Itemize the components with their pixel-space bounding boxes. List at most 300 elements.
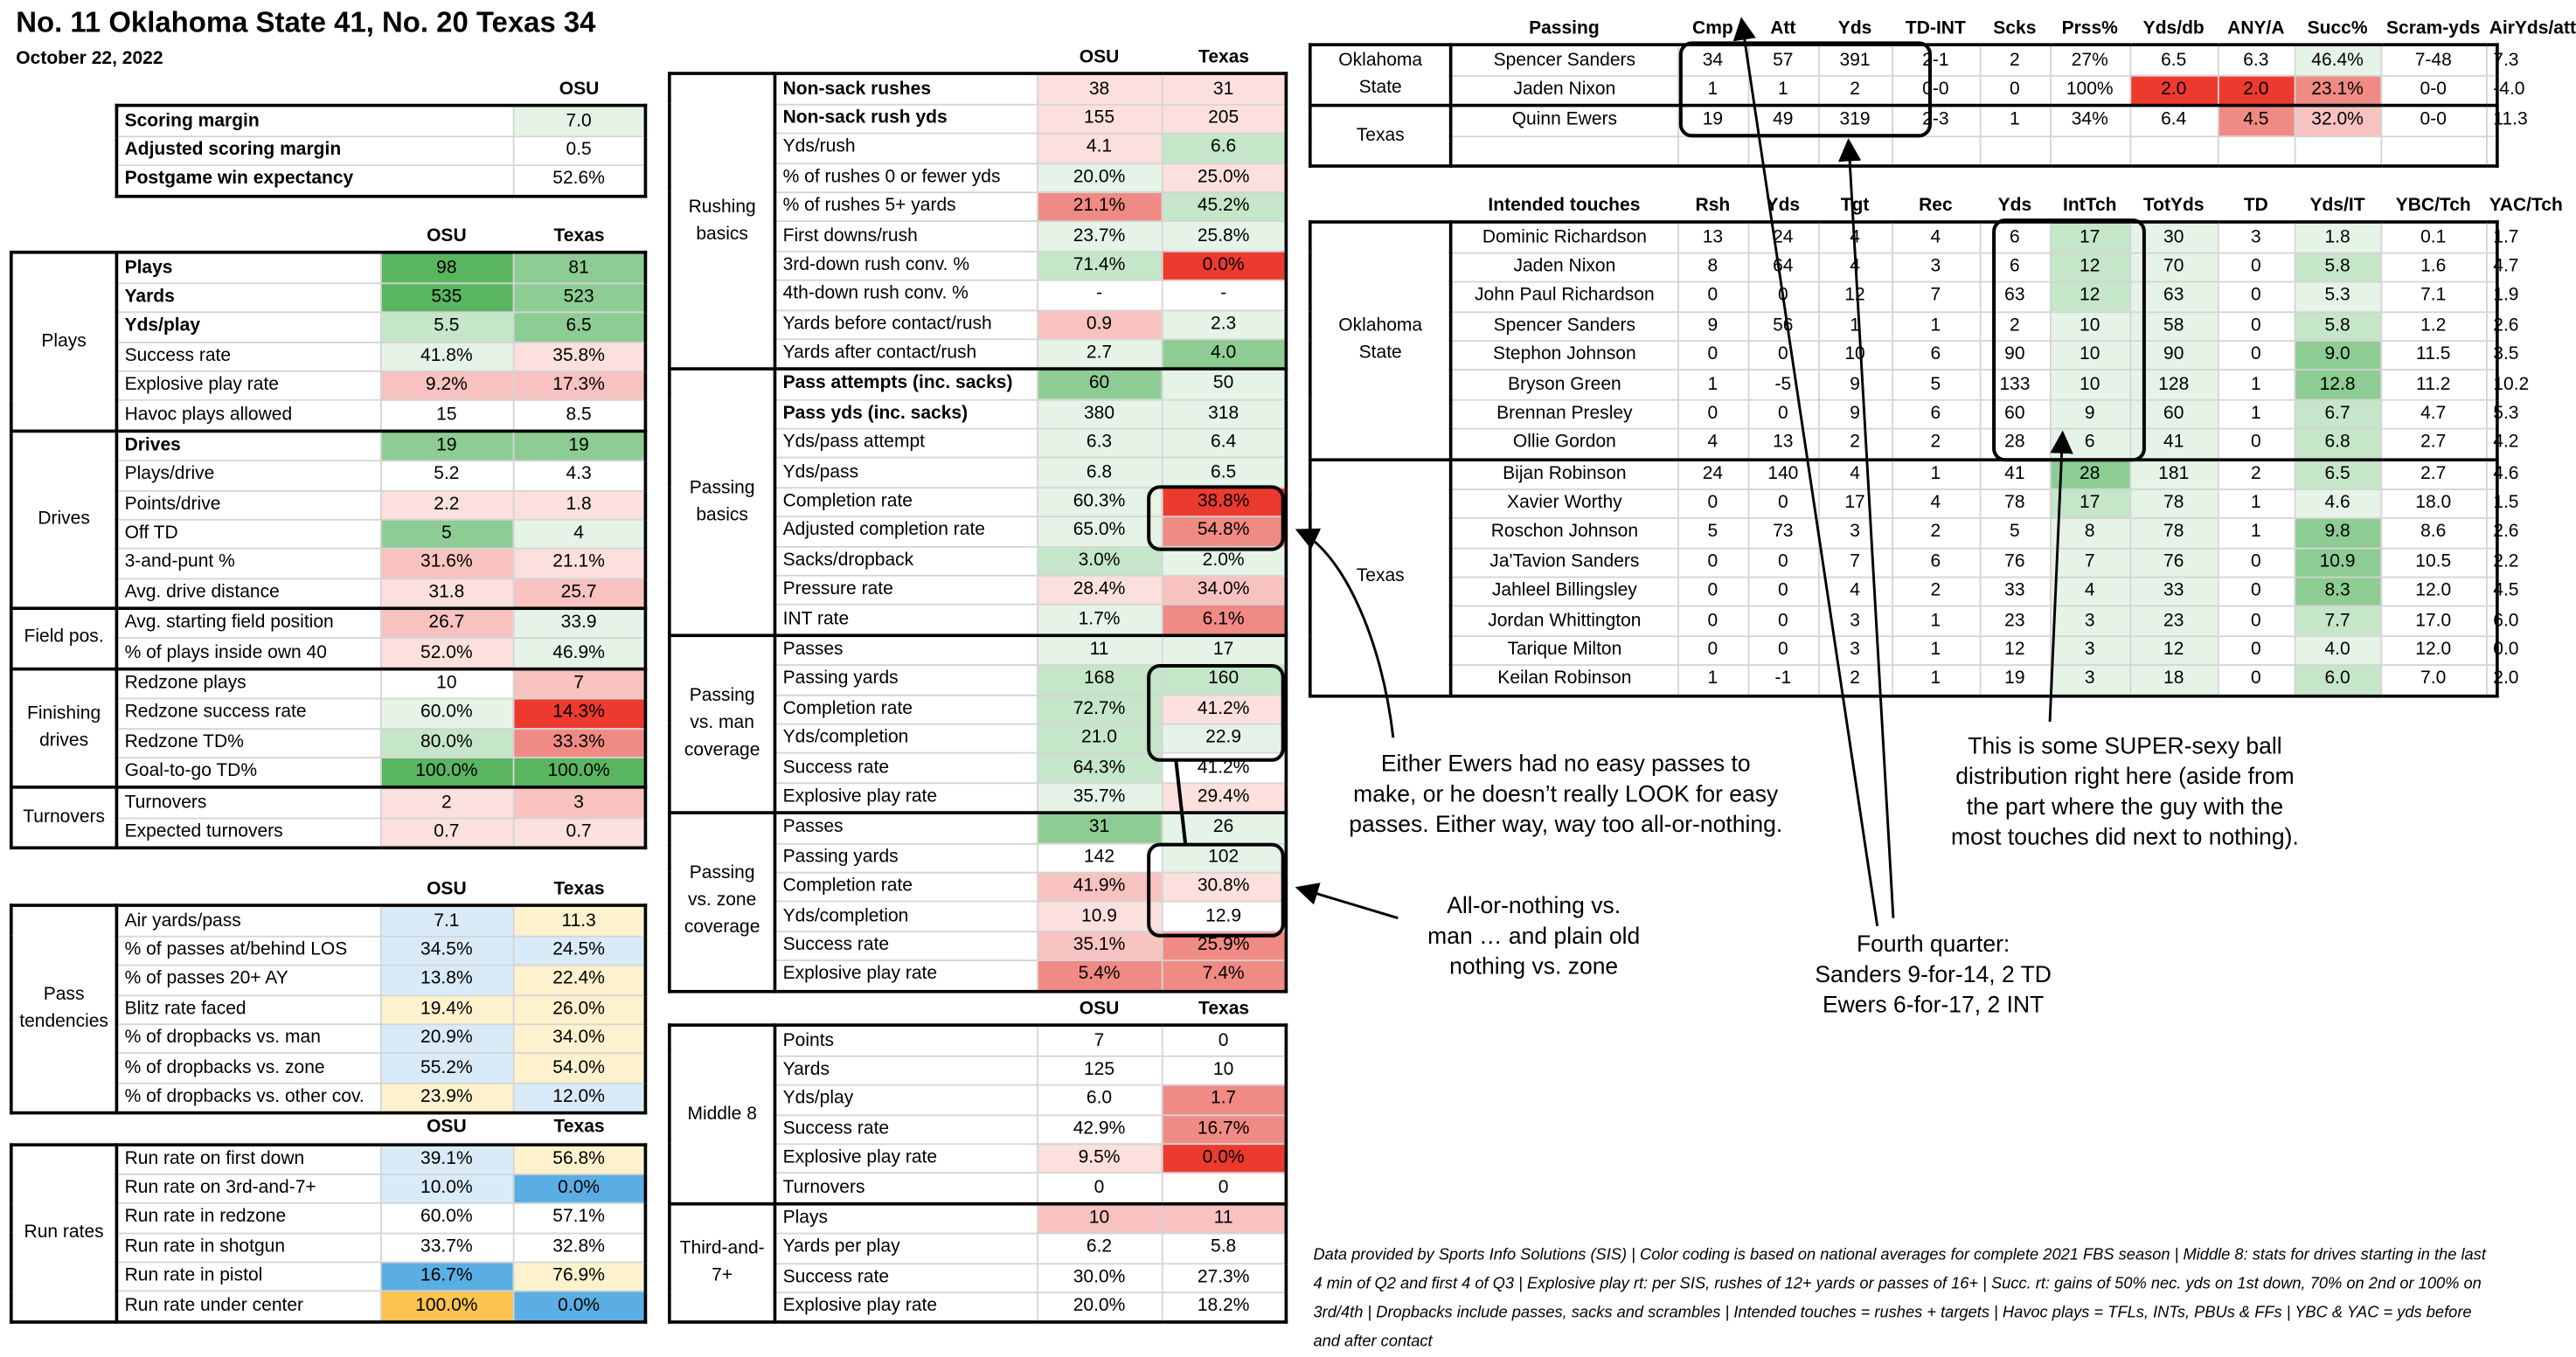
column-header: Rsh bbox=[1695, 197, 1731, 217]
highlight-box bbox=[1149, 487, 1283, 549]
stat-value: 11.3 bbox=[2486, 106, 2497, 136]
value-osu: 10 bbox=[1037, 1203, 1162, 1234]
row-label: Pass attempts (inc. sacks) bbox=[774, 370, 1037, 400]
value-texas: 29.4% bbox=[1162, 783, 1287, 814]
value-osu: 35.7% bbox=[1037, 783, 1162, 814]
value-texas: - bbox=[1162, 280, 1287, 310]
value-texas: 5.8 bbox=[1162, 1234, 1287, 1264]
stat-value: 60 bbox=[2129, 399, 2218, 429]
value-texas: 22.9 bbox=[1162, 724, 1287, 754]
player-name: Spencer Sanders bbox=[1451, 311, 1678, 341]
stat-value: 6 bbox=[1980, 253, 2050, 282]
section-label: Passing vs. zone coverage bbox=[670, 813, 775, 990]
stat-value: 319 bbox=[1818, 106, 1892, 136]
stat-value: 90 bbox=[2129, 341, 2218, 370]
row-label: Success rate bbox=[774, 1115, 1037, 1145]
stat-value: 33 bbox=[1980, 578, 2050, 607]
value-texas: 46.9% bbox=[513, 639, 646, 669]
value-osu: 6.0 bbox=[1037, 1085, 1162, 1115]
value-osu: 20.0% bbox=[1037, 163, 1162, 192]
stat-value: 391 bbox=[1818, 45, 1892, 76]
value-texas: 31 bbox=[1162, 74, 1287, 105]
column-header: TD bbox=[2243, 197, 2268, 217]
value-osu: 10 bbox=[380, 668, 513, 699]
value-osu: 21.0 bbox=[1037, 724, 1162, 754]
stat-value: 34% bbox=[2050, 106, 2129, 136]
row-label: Completion rate bbox=[774, 695, 1037, 724]
value-osu: 60.0% bbox=[380, 1203, 513, 1233]
arrow bbox=[1741, 19, 1877, 926]
column-header-osu: OSU bbox=[427, 880, 467, 900]
stat-value: 1.5 bbox=[2486, 489, 2497, 519]
value-osu: 0.9 bbox=[1037, 310, 1162, 340]
annotation-line: Sanders 9-for-14, 2 TD bbox=[1815, 962, 2052, 989]
value-texas: 6.5 bbox=[513, 313, 646, 343]
column-header: TotYds bbox=[2142, 197, 2205, 217]
stat-value: 1.7 bbox=[2486, 223, 2497, 253]
section-label: Plays bbox=[11, 253, 117, 430]
value-texas: 1.8 bbox=[513, 490, 646, 520]
stat-value: 78 bbox=[2129, 489, 2218, 519]
annotation-line: This is some SUPER-sexy ball bbox=[1968, 734, 2282, 760]
stat-value: 17.0 bbox=[2380, 606, 2486, 636]
value-texas: 45.2% bbox=[1162, 192, 1287, 222]
value-osu: 10.0% bbox=[380, 1174, 513, 1204]
value-texas: 0.0% bbox=[513, 1174, 646, 1204]
player-name: Bryson Green bbox=[1451, 370, 1678, 400]
stat-value: 2.7 bbox=[2380, 459, 2486, 489]
stat-value: 0 bbox=[1748, 636, 1818, 666]
stat-value: 41 bbox=[1980, 459, 2050, 489]
value-texas: 26 bbox=[1162, 813, 1287, 843]
value-osu: 31.6% bbox=[380, 549, 513, 578]
row-label: Expected turnovers bbox=[116, 818, 380, 848]
stat-value: 0 bbox=[1677, 282, 1747, 312]
stat-value: 1.2 bbox=[2380, 311, 2486, 341]
row-label: % of dropbacks vs. man bbox=[116, 1024, 380, 1054]
stat-value: 1 bbox=[1748, 75, 1818, 106]
value-texas: 1.7 bbox=[1162, 1085, 1287, 1115]
stat-value: 0 bbox=[2218, 429, 2295, 460]
stat-value: 78 bbox=[2129, 519, 2218, 549]
value-texas: 2.0% bbox=[1162, 546, 1287, 576]
stat-value: 1 bbox=[1892, 606, 1980, 636]
row-label: Yds/pass attempt bbox=[774, 429, 1037, 459]
row-label: First downs/rush bbox=[774, 222, 1037, 252]
player-name: John Paul Richardson bbox=[1451, 282, 1678, 312]
row-label: Avg. drive distance bbox=[116, 578, 380, 609]
section-label: Finishing drives bbox=[11, 668, 117, 787]
value-osu: 0.7 bbox=[380, 818, 513, 848]
value-texas: 41.2% bbox=[1162, 695, 1287, 724]
column-header: TD-INT bbox=[1905, 19, 1966, 39]
row-label: Run rate on first down bbox=[116, 1144, 380, 1174]
stat-value: -4.0 bbox=[2486, 75, 2497, 106]
row-value: 52.6% bbox=[513, 165, 646, 196]
stat-value: 0-0 bbox=[2380, 75, 2486, 106]
row-label: Explosive play rate bbox=[774, 1144, 1037, 1174]
value-osu: 100.0% bbox=[380, 1291, 513, 1322]
value-osu: 4.1 bbox=[1037, 134, 1162, 163]
arrow bbox=[2050, 433, 2063, 722]
annotation-line: Either Ewers had no easy passes to bbox=[1380, 751, 1751, 778]
stat-value: 2.0 bbox=[2486, 666, 2497, 696]
value-osu: 55.2% bbox=[380, 1054, 513, 1084]
stat-value: 4.7 bbox=[2486, 253, 2497, 282]
stat-value: -5 bbox=[1748, 370, 1818, 400]
row-label: Blitz rate faced bbox=[116, 995, 380, 1025]
stat-value: 1 bbox=[1892, 636, 1980, 666]
row-label: Yards bbox=[774, 1056, 1037, 1085]
row-label: Yards before contact/rush bbox=[774, 310, 1037, 340]
stat-value: 4.2 bbox=[2486, 429, 2497, 460]
column-header: Att bbox=[1770, 19, 1796, 39]
stat-value: 3 bbox=[1818, 519, 1892, 549]
column-header: Rec bbox=[1919, 197, 1953, 217]
value-osu: 31 bbox=[1037, 813, 1162, 843]
stat-value: 128 bbox=[2129, 370, 2218, 400]
value-texas: 4 bbox=[513, 520, 646, 550]
player-name: Spencer Sanders bbox=[1451, 45, 1678, 76]
value-osu: 98 bbox=[380, 253, 513, 283]
game-date: October 22, 2022 bbox=[16, 49, 163, 69]
stat-value: 133 bbox=[1980, 370, 2050, 400]
section-label: Rushing basics bbox=[670, 74, 775, 370]
arrow bbox=[1297, 530, 1393, 738]
value-texas: 6.6 bbox=[1162, 134, 1287, 163]
stat-value: 1.8 bbox=[2295, 223, 2381, 253]
stat-value: 0 bbox=[2218, 606, 2295, 636]
stat-value: 0 bbox=[1677, 636, 1747, 666]
value-texas: 54.0% bbox=[513, 1054, 646, 1084]
stat-value: 10 bbox=[2050, 370, 2129, 400]
stat-value: 12.0 bbox=[2380, 578, 2486, 607]
stat-value: 11.2 bbox=[2380, 370, 2486, 400]
annotation-line: distribution right here (aside from bbox=[1955, 765, 2295, 791]
stat-value: 0 bbox=[1748, 548, 1818, 578]
stat-value: 64 bbox=[1748, 253, 1818, 282]
column-header: Passing bbox=[1529, 19, 1600, 39]
stat-value: 1.9 bbox=[2486, 282, 2497, 312]
stat-value: 3 bbox=[2218, 223, 2295, 253]
column-header: Prss% bbox=[2061, 19, 2118, 39]
value-osu: 5.2 bbox=[380, 460, 513, 490]
stat-value: 23 bbox=[1980, 606, 2050, 636]
value-texas: 8.5 bbox=[513, 400, 646, 431]
value-osu: 7.1 bbox=[380, 906, 513, 937]
annotation-line: man … and plain old bbox=[1427, 924, 1641, 951]
stat-value: 56 bbox=[1748, 311, 1818, 341]
value-osu: 60 bbox=[1037, 370, 1162, 400]
stat-value: 28 bbox=[1980, 429, 2050, 460]
row-label: Run rate on 3rd-and-7+ bbox=[116, 1174, 380, 1204]
stat-value: 12.0 bbox=[2380, 636, 2486, 666]
stat-value: 0 bbox=[1748, 282, 1818, 312]
value-osu: 0 bbox=[1037, 1174, 1162, 1204]
row-label: INT rate bbox=[774, 605, 1037, 635]
value-osu: 52.0% bbox=[380, 639, 513, 669]
row-label: Passes bbox=[774, 635, 1037, 666]
stat-value: 2.0 bbox=[2129, 75, 2218, 106]
row-label: Plays/drive bbox=[116, 460, 380, 490]
value-texas: 318 bbox=[1162, 399, 1287, 429]
stat-value: 78 bbox=[1980, 489, 2050, 519]
stat-value: 1 bbox=[1818, 311, 1892, 341]
stat-value: 10 bbox=[1818, 341, 1892, 370]
annotation-line: the part where the guy with the bbox=[1966, 794, 2284, 821]
stat-value: 2 bbox=[1980, 45, 2050, 76]
value-osu: 19 bbox=[380, 431, 513, 461]
value-texas: 2.3 bbox=[1162, 310, 1287, 340]
stat-value: 3 bbox=[1818, 606, 1892, 636]
stat-value: 13 bbox=[1748, 429, 1818, 460]
section-label: Middle 8 bbox=[670, 1026, 775, 1203]
row-label: Yds/play bbox=[774, 1085, 1037, 1115]
value-osu: 2 bbox=[380, 788, 513, 819]
section-label: Drives bbox=[11, 431, 117, 608]
value-texas: 100.0% bbox=[513, 758, 646, 788]
value-osu: 9.2% bbox=[380, 371, 513, 401]
row-label: Air yards/pass bbox=[116, 906, 380, 937]
stat-value: 0 bbox=[1748, 606, 1818, 636]
stat-value: 6 bbox=[1980, 223, 2050, 253]
column-header-osu: OSU bbox=[1079, 48, 1120, 68]
stat-value: 2.6 bbox=[2486, 519, 2497, 549]
footnote: Data provided by Sports Info Solutions (SIS) | Color coding is based on national averages for complete 2021 FBS season | Middle 8: stats for drives starting in the last 4 min of Q2 and first 4 of Q3 | Explosive play rt: per SIS, rushes of 12+ yards or passes of 16+ | Succ. rt: gains of 50% nec. yds on 1st down, 70% on 2nd or 100% on 3rd/4th | Dropbacks include passes, sacks and scrambles | Intended touches = rushes + targets | Havoc plays = TFLs, INTs, PBUs & FFs | YBC & YAC = yds before and after contact bbox=[1313, 1247, 2486, 1351]
stat-value: 6 bbox=[1892, 399, 1980, 429]
value-osu: 41.9% bbox=[1037, 873, 1162, 903]
stat-value: 5.8 bbox=[2295, 311, 2381, 341]
stat-value: 12 bbox=[2129, 636, 2218, 666]
highlight-box bbox=[1681, 43, 1930, 135]
value-texas: 0 bbox=[1162, 1026, 1287, 1056]
stat-value: 2.7 bbox=[2380, 429, 2486, 460]
stat-value: 0 bbox=[2218, 282, 2295, 312]
stat-value: 13 bbox=[1677, 223, 1747, 253]
stat-value: 0-0 bbox=[2380, 106, 2486, 136]
value-texas: 6.1% bbox=[1162, 605, 1287, 635]
value-osu: 28.4% bbox=[1037, 576, 1162, 606]
annotation-line: most touches did next to nothing). bbox=[1951, 825, 2299, 851]
value-osu: 9.5% bbox=[1037, 1144, 1162, 1174]
value-osu: 65.0% bbox=[1037, 517, 1162, 547]
column-header: Scram-yds bbox=[2385, 19, 2481, 39]
section-label: Pass tendencies bbox=[11, 906, 117, 1113]
value-osu: 23.7% bbox=[1037, 222, 1162, 252]
section-label: Turnovers bbox=[11, 788, 117, 848]
stat-value: 0 bbox=[2218, 578, 2295, 607]
value-texas: 12.0% bbox=[513, 1083, 646, 1113]
column-header: Tgt bbox=[1840, 197, 1870, 217]
stat-value: 4 bbox=[1818, 223, 1892, 253]
value-osu: 2.2 bbox=[380, 490, 513, 520]
row-label: Avg. starting field position bbox=[116, 608, 380, 639]
row-label: Drives bbox=[116, 431, 380, 461]
stat-value: 63 bbox=[2129, 282, 2218, 312]
stat-value: 1 bbox=[2218, 370, 2295, 400]
stat-value: 4.6 bbox=[2295, 489, 2381, 519]
stat-value: 7.3 bbox=[2486, 45, 2497, 76]
column-header-texas: Texas bbox=[513, 1113, 646, 1144]
value-osu: 535 bbox=[380, 283, 513, 313]
row-label: % of dropbacks vs. zone bbox=[116, 1054, 380, 1084]
stat-value: 5.3 bbox=[2295, 282, 2381, 312]
value-osu: 42.9% bbox=[1037, 1115, 1162, 1145]
column-header: OSU bbox=[559, 80, 600, 100]
value-osu: 2.7 bbox=[1037, 339, 1162, 370]
annotation-line: Ewers 6-for-17, 2 INT bbox=[1822, 993, 2045, 1019]
stat-value: 0 bbox=[2218, 311, 2295, 341]
value-texas: 4.0 bbox=[1162, 339, 1287, 370]
stat-value: -1 bbox=[1748, 666, 1818, 696]
row-label: % of rushes 5+ yards bbox=[774, 192, 1037, 222]
row-label: % of plays inside own 40 bbox=[116, 639, 380, 669]
stat-value: 2 bbox=[1892, 429, 1980, 460]
stat-value: 4 bbox=[1818, 578, 1892, 607]
column-header: Yds bbox=[1766, 197, 1801, 217]
value-texas: 16.7% bbox=[1162, 1115, 1287, 1145]
value-texas: 7 bbox=[513, 668, 646, 699]
annotation-line: make, or he doesn’t really LOOK for easy bbox=[1353, 782, 1779, 808]
row-label: % of rushes 0 or fewer yds bbox=[774, 163, 1037, 192]
value-osu: 10.9 bbox=[1037, 902, 1162, 931]
section-label: Third-and-7+ bbox=[670, 1203, 775, 1322]
row-label: Plays bbox=[116, 253, 380, 283]
stat-value: 0 bbox=[1748, 341, 1818, 370]
row-label: Explosive play rate bbox=[774, 1292, 1037, 1323]
stat-value: 6.0 bbox=[2486, 606, 2497, 636]
stat-value: 8.6 bbox=[2380, 519, 2486, 549]
stat-value: 4.7 bbox=[2380, 399, 2486, 429]
stat-value: 57 bbox=[1748, 45, 1818, 76]
stat-value: 2 bbox=[1980, 311, 2050, 341]
stat-value: 12.8 bbox=[2295, 370, 2381, 400]
value-osu: 6.2 bbox=[1037, 1234, 1162, 1264]
stat-value: 2 bbox=[2218, 459, 2295, 489]
connector-line bbox=[1176, 760, 1185, 845]
row-label: Yds/play bbox=[116, 313, 380, 343]
value-osu: 26.7 bbox=[380, 608, 513, 639]
value-texas: 18.2% bbox=[1162, 1292, 1287, 1323]
arrow bbox=[1297, 888, 1398, 918]
row-label: Success rate bbox=[116, 342, 380, 371]
player-name: Jordan Whittington bbox=[1451, 606, 1678, 636]
stat-value: 6 bbox=[2050, 429, 2129, 460]
stat-value: 7.0 bbox=[2380, 666, 2486, 696]
value-texas: 76.9% bbox=[513, 1263, 646, 1292]
row-label: 4th-down rush conv. % bbox=[774, 280, 1037, 310]
column-header-texas: Texas bbox=[1198, 48, 1250, 68]
row-label: Explosive play rate bbox=[774, 783, 1037, 814]
stat-value: 4 bbox=[1892, 489, 1980, 519]
row-label: Run rate under center bbox=[116, 1291, 380, 1322]
column-header-osu: OSU bbox=[1079, 1000, 1120, 1020]
row-label: Success rate bbox=[774, 753, 1037, 783]
row-label: Scoring margin bbox=[116, 106, 512, 136]
stat-value: 3 bbox=[2050, 666, 2129, 696]
value-osu: 1.7% bbox=[1037, 605, 1162, 635]
stat-value: 41 bbox=[2129, 429, 2218, 460]
value-osu: 5.4% bbox=[1037, 960, 1162, 991]
value-texas: 4.3 bbox=[513, 460, 646, 490]
stat-value: 4 bbox=[1818, 253, 1892, 282]
row-label: Pressure rate bbox=[774, 576, 1037, 606]
stat-value: 9 bbox=[2050, 399, 2129, 429]
stat-value: 0 bbox=[1677, 341, 1747, 370]
stat-value: 23 bbox=[2129, 606, 2218, 636]
row-label: % of passes at/behind LOS bbox=[116, 936, 380, 966]
stat-value: 4 bbox=[1677, 429, 1747, 460]
stat-value: 3 bbox=[2050, 606, 2129, 636]
stat-value: 2 bbox=[1818, 75, 1892, 106]
stat-value: 3 bbox=[1892, 253, 1980, 282]
row-label: 3rd-down rush conv. % bbox=[774, 251, 1037, 280]
value-texas: 11 bbox=[1162, 1203, 1287, 1234]
row-label: Pass yds (inc. sacks) bbox=[774, 399, 1037, 429]
value-osu: 7 bbox=[1037, 1026, 1162, 1056]
value-osu: 19.4% bbox=[380, 995, 513, 1025]
row-label: Points/drive bbox=[116, 490, 380, 520]
row-label: Success rate bbox=[774, 931, 1037, 961]
stat-value: 8.3 bbox=[2295, 578, 2381, 607]
stat-value: 0 bbox=[1677, 578, 1747, 607]
stat-value: 0 bbox=[1677, 399, 1747, 429]
stat-value: 6.4 bbox=[2129, 106, 2218, 136]
value-texas: 34.0% bbox=[513, 1024, 646, 1054]
stat-value: 2.0 bbox=[2218, 75, 2295, 106]
stat-value: 140 bbox=[1748, 459, 1818, 489]
stat-value: 10.9 bbox=[2295, 548, 2381, 578]
value-texas: 11.3 bbox=[513, 906, 646, 937]
stat-value: 90 bbox=[1980, 341, 2050, 370]
column-header: AirYds/att bbox=[2489, 19, 2576, 39]
stat-value: 5 bbox=[1677, 519, 1747, 549]
stat-value: 1 bbox=[1677, 666, 1747, 696]
stat-value: 6.7 bbox=[2295, 399, 2381, 429]
row-label: Goal-to-go TD% bbox=[116, 758, 380, 788]
stat-value: 24 bbox=[1677, 459, 1747, 489]
stat-value: 0 bbox=[2218, 341, 2295, 370]
value-texas: 35.8% bbox=[513, 342, 646, 371]
stat-value: 0 bbox=[2218, 253, 2295, 282]
row-label: Points bbox=[774, 1026, 1037, 1056]
value-texas: 27.3% bbox=[1162, 1263, 1287, 1292]
stat-value: 6.8 bbox=[2295, 429, 2381, 460]
stat-value: 58 bbox=[2129, 311, 2218, 341]
column-header: YBC/Tch bbox=[2395, 197, 2471, 217]
stat-value: 6.0 bbox=[2295, 666, 2381, 696]
value-texas: 30.8% bbox=[1162, 873, 1287, 903]
value-osu: 3.0% bbox=[1037, 546, 1162, 576]
row-label: Yds/completion bbox=[774, 724, 1037, 754]
row-label: Non-sack rush yds bbox=[774, 104, 1037, 134]
player-name: Xavier Worthy bbox=[1451, 489, 1678, 519]
stat-value: 10.2 bbox=[2486, 370, 2497, 400]
value-osu: 6.3 bbox=[1037, 429, 1162, 459]
value-osu: 39.1% bbox=[380, 1144, 513, 1174]
column-header: Yds/IT bbox=[2309, 197, 2365, 217]
highlight-box bbox=[1149, 666, 1283, 760]
stat-value: 1 bbox=[1892, 666, 1980, 696]
stat-value: 6.3 bbox=[2218, 45, 2295, 76]
stat-value: 8 bbox=[1677, 253, 1747, 282]
stat-value: 60 bbox=[1980, 399, 2050, 429]
value-osu: 30.0% bbox=[1037, 1263, 1162, 1292]
stat-value: 9.8 bbox=[2295, 519, 2381, 549]
row-label: Passes bbox=[774, 813, 1037, 843]
row-label: Yds/rush bbox=[774, 134, 1037, 163]
stat-value: 1 bbox=[2218, 399, 2295, 429]
